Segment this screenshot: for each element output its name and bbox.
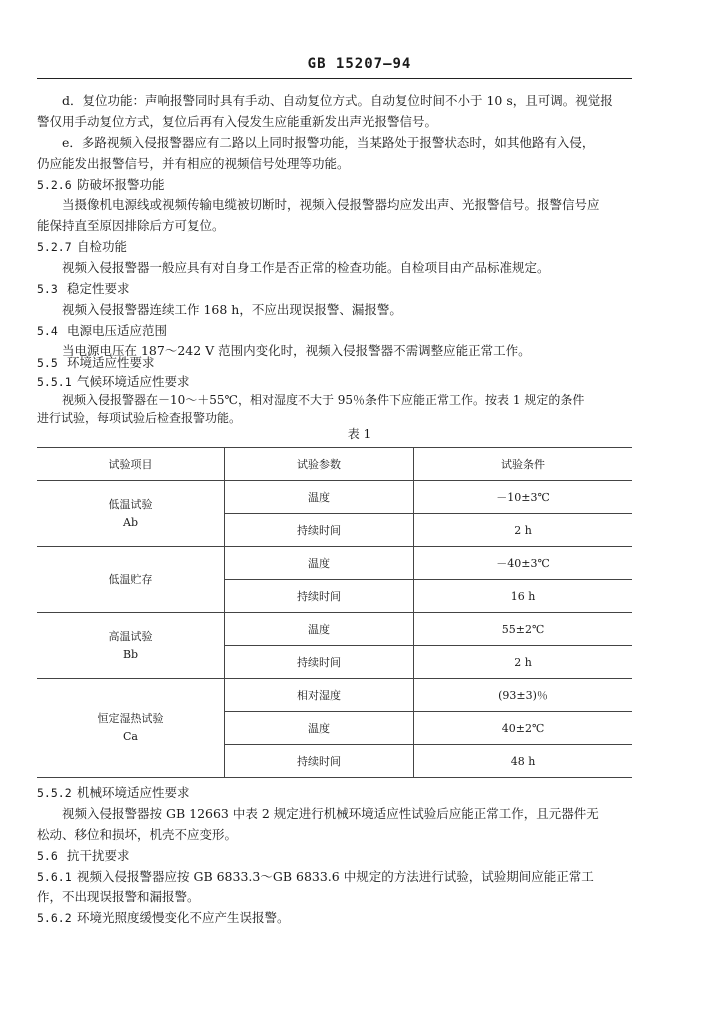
test-parameter-cell: 持续时间 bbox=[225, 646, 414, 679]
section-5-2-6-heading bbox=[37, 177, 165, 193]
item-d-line-1: d．复位功能：声响报警同时具有手动、自动复位方式。自动复位时间不小于 10 s，且可调。视觉报 bbox=[62, 93, 613, 108]
section-5-4-line-1: 当电源电压在 187～242 V 范围内变化时，视频入侵报警器不需调整应能正常工作。 bbox=[62, 343, 531, 358]
table-row bbox=[37, 547, 632, 580]
section-5-6-1 bbox=[37, 869, 594, 885]
section-number: 5.4 bbox=[37, 324, 58, 338]
section-5-5-2-line-1: 视频入侵报警器按 GB 12663 中表 2 规定进行机械环境适应性试验后应能正常工作，且元器件无 bbox=[62, 806, 599, 821]
test-item-cell bbox=[37, 481, 225, 547]
test-item-cell bbox=[37, 547, 225, 613]
section-5-3-heading bbox=[37, 281, 130, 297]
column-header-test-item: 试验项目 bbox=[37, 448, 225, 481]
test-item-code: Ca bbox=[123, 730, 138, 743]
test-condition-cell: 2 h bbox=[414, 514, 633, 547]
table-row bbox=[37, 679, 632, 712]
page-header-standard-code: GB 15207—94 bbox=[307, 56, 412, 72]
column-header-test-parameter: 试验参数 bbox=[225, 448, 414, 481]
item-e-line-2: 仍应能发出报警信号，并有相应的视频信号处理等功能。 bbox=[37, 156, 350, 171]
table-1 bbox=[37, 447, 632, 778]
test-condition-cell: 16 h bbox=[414, 580, 633, 613]
test-parameter-cell: 温度 bbox=[225, 547, 414, 580]
test-condition-cell: 48 h bbox=[414, 745, 633, 778]
section-5-5-2-heading bbox=[37, 785, 190, 801]
section-title: 电源电压适应范围 bbox=[66, 323, 167, 338]
section-5-6-heading bbox=[37, 848, 130, 864]
section-title: 抗干扰要求 bbox=[66, 848, 130, 863]
test-item-cell bbox=[37, 613, 225, 679]
test-parameter-cell: 相对湿度 bbox=[225, 679, 414, 712]
test-parameter-cell: 温度 bbox=[225, 613, 414, 646]
test-condition-cell: 55±2℃ bbox=[414, 613, 633, 646]
section-number: 5.5 bbox=[37, 356, 58, 370]
section-5-6-2 bbox=[37, 910, 290, 926]
table-header-row bbox=[37, 448, 632, 481]
section-number: 5.2.6 bbox=[37, 178, 72, 192]
test-item-cell bbox=[37, 679, 225, 778]
test-parameter-cell: 温度 bbox=[225, 712, 414, 745]
section-5-2-6-line-2: 能保持直至原因排除后方可复位。 bbox=[37, 218, 225, 233]
section-5-5-heading bbox=[37, 355, 155, 371]
test-item-name: 低温贮存 bbox=[108, 572, 153, 586]
section-number: 5.5.1 bbox=[37, 375, 72, 389]
section-number: 5.6 bbox=[37, 849, 58, 863]
section-title: 环境适应性要求 bbox=[66, 355, 155, 370]
section-title: 气候环境适应性要求 bbox=[76, 374, 190, 389]
section-5-5-1-line-1: 视频入侵报警器在－10～＋55℃，相对湿度不大于 95％条件下应能正常工作。按表 1 规定的条件 bbox=[62, 393, 585, 407]
test-parameter-cell: 温度 bbox=[225, 481, 414, 514]
section-number: 5.5.2 bbox=[37, 786, 72, 800]
section-title: 机械环境适应性要求 bbox=[76, 785, 190, 800]
test-condition-cell: －40±3℃ bbox=[414, 547, 633, 580]
section-title: 自检功能 bbox=[76, 239, 127, 254]
test-item-code: Bb bbox=[122, 647, 139, 661]
section-5-4-heading bbox=[37, 323, 167, 339]
test-parameter-cell: 持续时间 bbox=[225, 514, 414, 547]
test-item-name: 低温试验 bbox=[108, 497, 153, 511]
test-condition-cell: 2 h bbox=[414, 646, 633, 679]
section-number: 5.3 bbox=[37, 282, 58, 296]
section-title: 防破坏报警功能 bbox=[76, 177, 165, 192]
item-e-line-1: e．多路视频入侵报警器应有二路以上同时报警功能，当某路处于报警状态时，如其他路有入侵， bbox=[62, 135, 595, 150]
section-5-2-7-line-1: 视频入侵报警器一般应具有对自身工作是否正常的检查功能。自检项目由产品标准规定。 bbox=[62, 260, 550, 275]
section-title: 稳定性要求 bbox=[66, 281, 130, 296]
test-condition-cell: －10±3℃ bbox=[414, 481, 633, 514]
table-row bbox=[37, 481, 632, 514]
test-condition-cell: 40±2℃ bbox=[414, 712, 633, 745]
section-5-2-6-line-1: 当摄像机电源线或视频传输电缆被切断时，视频入侵报警器均应发出声、光报警信号。报警信号应 bbox=[62, 197, 600, 212]
test-item-name: 高温试验 bbox=[108, 629, 153, 643]
table-1-caption: 表 1 bbox=[347, 427, 372, 441]
section-number: 5.2.7 bbox=[37, 240, 72, 254]
table-row bbox=[37, 613, 632, 646]
section-5-5-1-line-2: 进行试验，每项试验后检查报警功能。 bbox=[37, 411, 242, 425]
section-number: 5.6.1 bbox=[37, 870, 72, 884]
item-d-line-2: 警仅用手动复位方式，复位后再有入侵发生应能重新发出声光报警信号。 bbox=[37, 114, 438, 129]
test-condition-cell: (93±3)％ bbox=[414, 679, 633, 712]
section-5-3-line-1: 视频入侵报警器连续工作 168 h，不应出现误报警、漏报警。 bbox=[62, 302, 402, 317]
test-parameter-cell: 持续时间 bbox=[225, 580, 414, 613]
section-text: 视频入侵报警器应按 GB 6833.3～GB 6833.6 中规定的方法进行试验，试验期间应能正常工 bbox=[76, 869, 594, 884]
test-parameter-cell: 持续时间 bbox=[225, 745, 414, 778]
section-number: 5.6.2 bbox=[37, 911, 72, 925]
test-item-name: 恒定湿热试验 bbox=[97, 712, 164, 725]
section-text: 环境光照度缓慢变化不应产生误报警。 bbox=[76, 910, 290, 925]
section-5-6-1-line-2: 作，不出现误报警和漏报警。 bbox=[37, 889, 200, 904]
section-5-5-2-line-2: 松动、移位和损坏，机壳不应变形。 bbox=[37, 827, 238, 842]
section-5-5-1-heading bbox=[37, 374, 190, 390]
header-rule bbox=[37, 78, 632, 79]
column-header-test-condition: 试验条件 bbox=[414, 448, 633, 481]
section-5-2-7-heading bbox=[37, 239, 127, 255]
test-item-code: Ab bbox=[123, 515, 138, 529]
